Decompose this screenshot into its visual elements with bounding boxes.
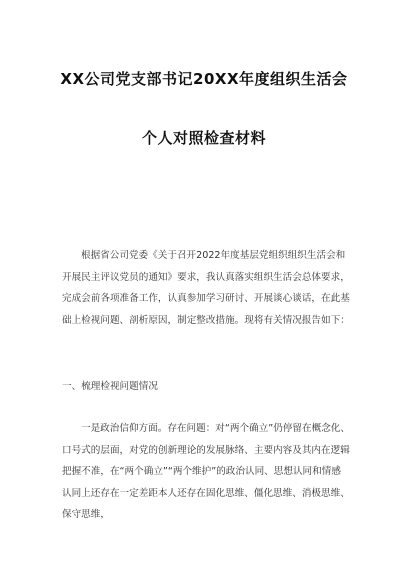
- section-heading: 一、梳理检视问题情况: [62, 381, 158, 392]
- document-title-line2: 个人对照检查材料: [141, 129, 266, 147]
- document-title-line1: XX公司党支部书记20XX年度组织生活会: [60, 70, 348, 88]
- intro-paragraph: 根据省公司党委《关于召开2022年度基层党组织组织生活会和开展民主评议党员的通知》要求，我认真落实组织生活会总体要求，完成会前各项准备工作，认真参加学习研讨、开展谈心谈话，在此基础上检视问题、剖析原因，制定整改措施。现将有关情况报告如下：: [62, 250, 350, 326]
- body-paragraph: 一是政治信仰方面。存在问题：对“两个确立”仍停留在概念化、口号式的层面，对党的创新理论的发展脉络、主要内容及其内在逻辑把握不准，在“两个确立”“两个维护”的政治认同、思想认同和情感认同上还存在一定差距本人还存在固化思维、僵化思维、消极思维、保守思维，: [62, 423, 350, 520]
